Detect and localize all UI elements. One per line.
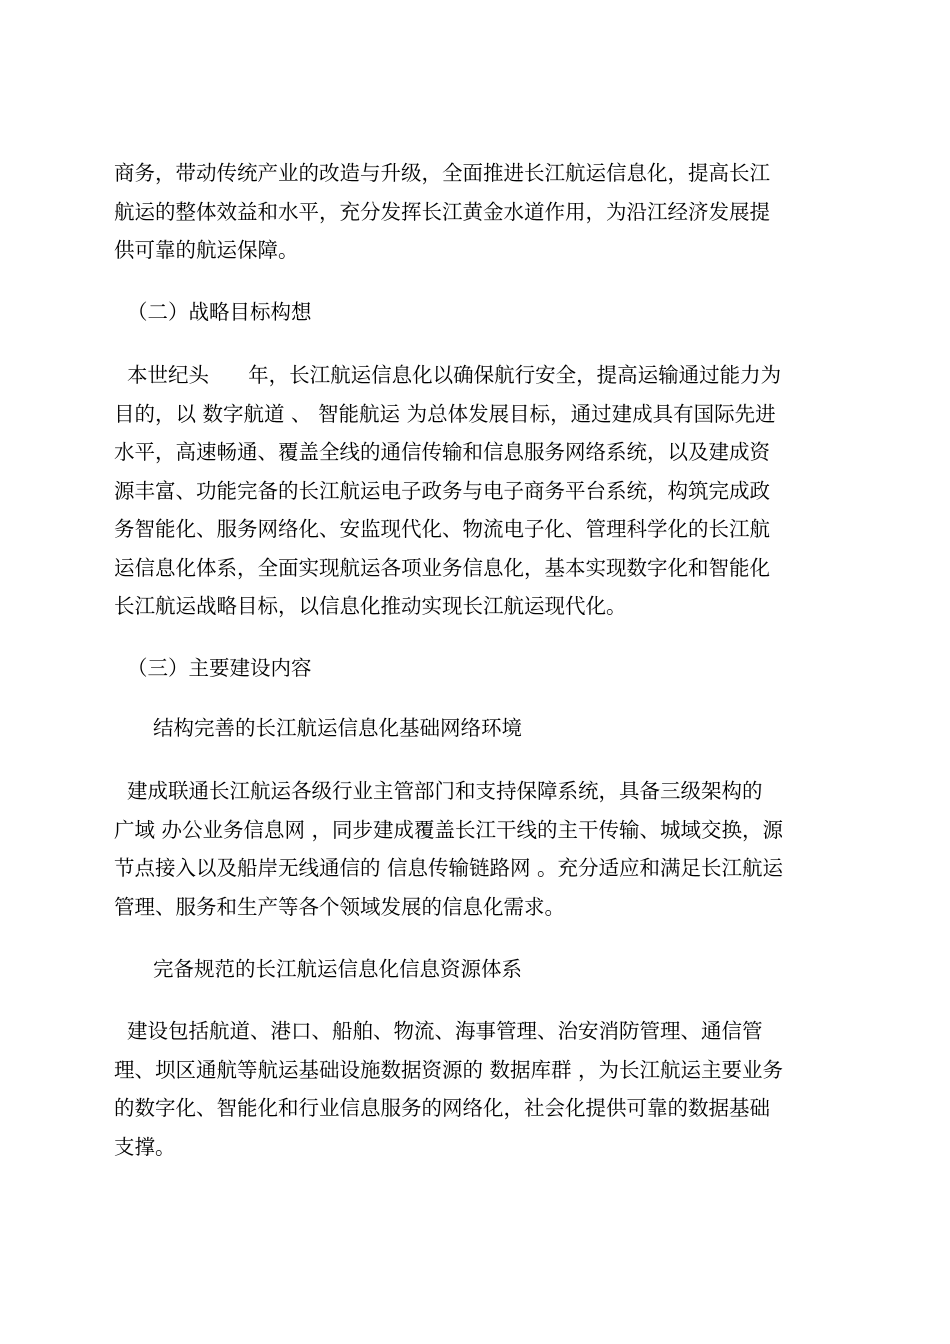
text-line: 建设包括航道、港口、船舶、物流、海事管理、治安消防管理、通信管	[114, 1019, 763, 1043]
text-line: 建成联通长江航运各级行业主管部门和支持保障系统，具备三级架构的	[114, 779, 763, 803]
paragraph-strategic-goal	[114, 356, 844, 626]
text-line: 长江航运战略目标，以信息化推动实现长江航运现代化。	[114, 594, 627, 618]
text-line: 本世纪头 年，长江航运信息化以确保航行安全，提高运输通过能力为	[114, 363, 782, 387]
text-line: 商务，带动传统产业的改造与升级，全面推进长江航运信息化，提高长江	[114, 161, 770, 185]
text-line: 务智能化、服务网络化、安监现代化、物流电子化、管理科学化的长江航	[114, 517, 770, 541]
text-line: 源丰富、功能完备的长江航运电子政务与电子商务平台系统，构筑完成政	[114, 478, 770, 503]
text-line: 航运的整体效益和水平，充分发挥长江黄金水道作用，为沿江经济发展提	[114, 199, 770, 224]
paragraph-resource-system	[114, 1012, 844, 1166]
subheading-network-environment: 结构完善的长江航运信息化基础网络环境	[153, 716, 522, 740]
paragraph-network-environment	[114, 772, 844, 926]
subheading-resource-system: 完备规范的长江航运信息化信息资源体系	[153, 957, 522, 981]
text-line: 水平，高速畅通、覆盖全线的通信传输和信息服务网络系统，以及建成资	[114, 440, 770, 464]
text-line: 的数字化、智能化和行业信息服务的网络化，社会化提供可靠的数据基础	[114, 1096, 770, 1120]
section-heading-main-construction: （三）主要建设内容	[127, 656, 312, 680]
text-line: 节点接入以及船岸无线通信的 信息传输链路网 。充分适应和满足长江航运	[114, 856, 784, 880]
text-line: 支撑。	[114, 1134, 176, 1159]
text-line: 运信息化体系，全面实现航运各项业务信息化，基本实现数字化和智能化	[114, 555, 770, 580]
text-line: 理、坝区通航等航运基础设施数据资源的 数据库群 ，为长江航运主要业务	[114, 1057, 784, 1082]
text-line: 广域 办公业务信息网 ，同步建成覆盖长江干线的主干传输、城域交换，源	[114, 817, 784, 842]
text-line: 目的，以 数字航道 、 智能航运 为总体发展目标，通过建成具有国际先进	[114, 401, 776, 426]
paragraph-intro	[114, 154, 844, 270]
section-heading-strategic-goal: （二）战略目标构想	[127, 300, 312, 324]
text-line: 管理、服务和生产等各个领域发展的信息化需求。	[114, 894, 565, 919]
text-line: 供可靠的航运保障。	[114, 238, 299, 262]
